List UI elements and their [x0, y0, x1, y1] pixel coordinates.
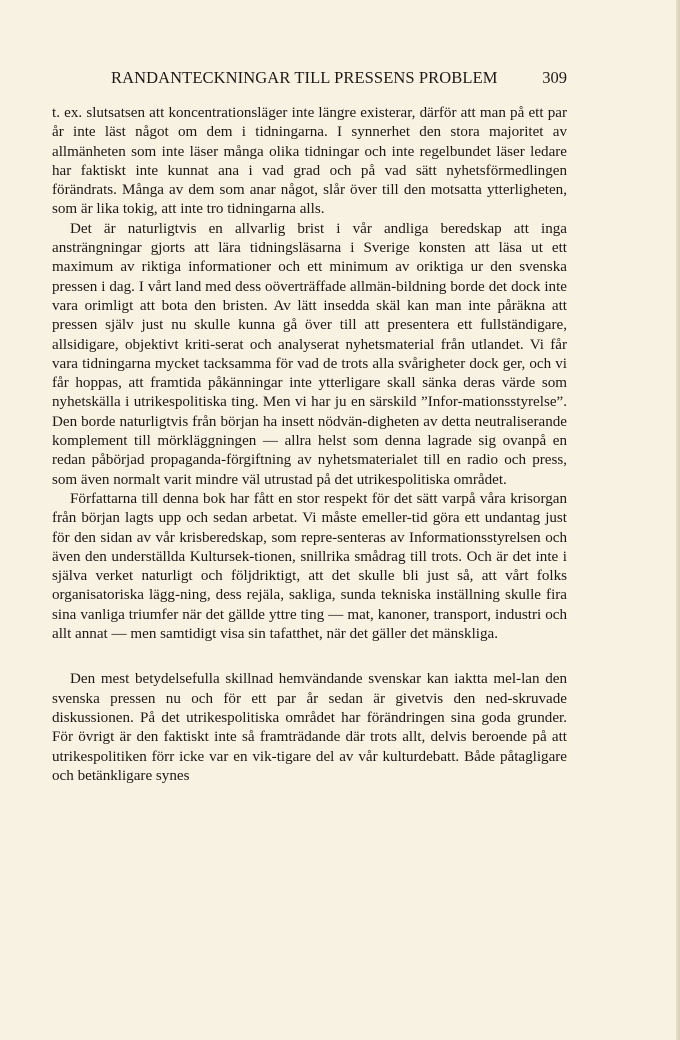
body-text: [52, 104, 567, 786]
paragraph-3: Författarna till denna bok har fått en stor respekt för det sätt varpå våra krisorgan från början lagts upp och sedan arbetat. Vi måste emeller-tid göra ett undantag just för den sidan av vår krisberedskap, som repre-senteras av Informationsstyrelsen och även den underställda Kultursek-tionen, snillrika smådrag till trots. Och är det inte i själva verket naturligt och följdriktigt, att det skulle bli just så, att vårt folks organisatoriska lägg-ning, dess rejäla, sakliga, sunda tekniska inställning skulle fira sina vanliga triumfer när det gällde yttre ting — mat, kanoner, transport, industri och allt annat — men samtidigt visa sin tafatthet, när det gäller det mänskliga.: [52, 490, 567, 643]
page-number: 309: [542, 68, 567, 87]
paragraph-2: Det är naturligtvis en allvarlig brist i vår andliga beredskap att inga ansträngningar gjorts att lära tidningsläsarna i Sverige konsten att läsa ut ett maximum av riktiga informationer och ett minimum av oriktiga ur den svenska pressen i dag. I vårt land med dess oöverträffade allmän-bildning borde det dock inte vara orimligt att bota den bristen. Av lätt insedda skäl kan man inte påräkna att pressen själv just nu skulle kunna gå över till att presentera ett fullständigare, allsidigare, objektivt kriti-serat och analyserat nyhetsmaterial från utlandet. Vi får vara tidningarna mycket tacksamma för vad de trots alla svårigheter dock ger, och vi får hoppas, att framtida påkänningar inte ytterligare skall sänka deras värde som nyhetskälla i utrikespolitiska ting. Men vi har ju en särskild ”Infor-mationsstyrelse”. Den borde naturligtvis från början ha insett nödvän-digheten av detta neutraliserande komplement till mörkläggningen — allra helst som denna lagrade sig ovanpå en redan påbörjad propaganda-förgiftning av nyhetsmaterialet till en radio och press, som även normalt varit mindre väl utrustad på det utrikespolitiska området.: [52, 220, 567, 488]
running-head: RANDANTECKNINGAR TILL PRESSENS PROBLEM: [111, 68, 498, 87]
paragraph-4: Den mest betydelsefulla skillnad hemvändande svenskar kan iaktta mel-lan den svenska pressen nu och för ett par år sedan är givetvis den ned-skruvade diskussionen. På det utrikespolitiska området har förändringen sina goda grunder. För övrigt är den faktiskt inte så framträdande där trots allt, delvis beroende på att utrikespolitiken förr icke var en vik-tigare del av vår kulturdebatt. Både påtagligare och betänkligare synes: [52, 671, 567, 784]
page-header: [52, 68, 567, 94]
page-edge-shadow: [676, 0, 680, 1040]
paragraph-1: t. ex. slutsatsen att koncentrationsläger inte längre existerar, därför att man på ett par år inte läst något om dem i tidningarna. I synnerhet den stora majoritet av allmänheten som inte läser många olika tidningar och inte regelbundet läser ledare har faktiskt inte kunnat ana i vad grad och på vad sätt nyhetsförmedlingen förändrats. Många av dem som anar något, slår över till den motsatta ytterligheten, som är lika tokig, att inte tro tidningarna alls.: [52, 105, 567, 218]
